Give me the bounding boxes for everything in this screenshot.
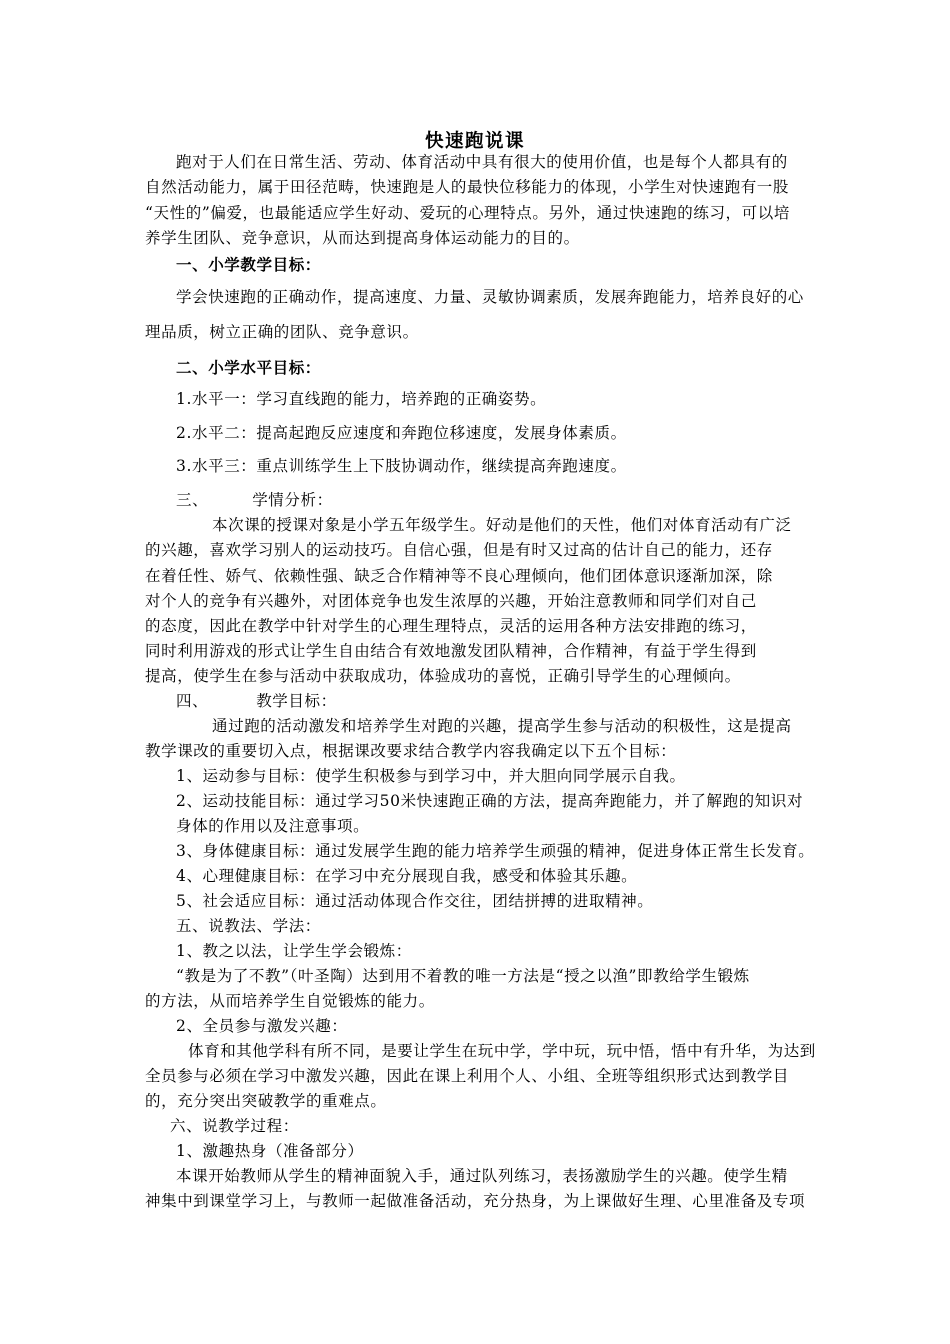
method-1-line-2: 的方法，从而培养学生自觉锻炼的能力。 [145, 992, 435, 1010]
section-4-number: 四、 [176, 692, 209, 710]
objectives-line-1: 通过跑的活动激发和培养学生对跑的兴趣，提高学生参与活动的积极性，这是提高 [212, 717, 792, 735]
objective-item-4: 4、心理健康目标：在学习中充分展现自我，感受和体验其乐趣。 [176, 867, 638, 885]
analysis-line-3: 在着任性、娇气、依赖性强、缺乏合作精神等不良心理倾向，他们团体意识逐渐加深，除 [145, 567, 773, 585]
section-6-heading: 六、说教学过程： [170, 1117, 299, 1135]
analysis-line-7: 提高，使学生在参与活动中获取成功，体验成功的喜悦，正确引导学生的心理倾向。 [145, 667, 741, 685]
level-item-3: 3.水平三：重点训练学生上下肢协调动作，继续提高奔跑速度。 [176, 457, 627, 475]
intro-line-2: 自然活动能力，属于田径范畴，快速跑是人的最快位移能力的体现，小学生对快速跑有一股 [145, 178, 790, 196]
method-1-title: 1、教之以法，让学生学会锻炼： [176, 942, 412, 960]
section-1-heading: 一、小学教学目标： [176, 255, 321, 274]
process-1-line-2: 神集中到课堂学习上，与教师一起做准备活动，充分热身，为上课做好生理、心里准备及专项 [145, 1192, 806, 1210]
document-title: 快速跑说课 [424, 131, 525, 152]
analysis-line-6: 同时利用游戏的形式让学生自由结合有效地激发团队精神，合作精神，有益于学生得到 [145, 642, 757, 660]
objective-item-2: 2、运动技能目标：通过学习50米快速跑正确的方法，提高奔跑能力，并了解跑的知识对 [176, 792, 804, 810]
section-3-title: 学情分析： [252, 491, 333, 509]
intro-line-1: 跑对于人们在日常生活、劳动、体育活动中具有很大的使用价值，也是每个人都具有的 [176, 153, 788, 171]
section-2-heading: 二、小学水平目标： [176, 358, 321, 377]
objective-item-2-cont: 身体的作用以及注意事项。 [176, 817, 370, 835]
analysis-line-4: 对个人的竞争有兴趣外，对团体竞争也发生浓厚的兴趣，开始注意教师和同学们对自己 [145, 592, 757, 610]
intro-line-3: “天性的”偏爱，也最能适应学生好动、爱玩的心理特点。另外，通过快速跑的练习，可以培 [145, 204, 790, 222]
objective-item-3: 3、身体健康目标：通过发展学生跑的能力培养学生顽强的精神，促进身体正常生长发育。 [176, 842, 815, 860]
section-3-heading [0, 490, 950, 510]
section-4-title: 教学目标： [256, 692, 337, 710]
analysis-line-5: 的态度，因此在教学中针对学生的心理生理特点，灵活的运用各种方法安排跑的练习， [145, 617, 757, 635]
section-1-line-2: 理品质，树立正确的团队、竞争意识。 [145, 323, 419, 341]
objective-item-5: 5、社会适应目标：通过活动体现合作交往，团结拼搏的进取精神。 [176, 892, 654, 910]
method-2-line-2: 全员参与必须在学习中激发兴趣，因此在课上利用个人、小组、全班等组织形式达到教学目 [145, 1067, 790, 1085]
process-1-title: 1、激趣热身（准备部分） [176, 1142, 364, 1160]
method-2-line-3: 的，充分突出突破教学的重难点。 [145, 1092, 387, 1110]
section-5-heading: 五、说教法、学法： [176, 917, 321, 935]
intro-line-4: 养学生团队、竞争意识，从而达到提高身体运动能力的目的。 [145, 229, 580, 247]
method-2-line-1: 体育和其他学科有所不同，是要让学生在玩中学，学中玩，玩中悟，悟中有升华，为达到 [188, 1042, 816, 1060]
objectives-line-2: 教学课改的重要切入点，根据课改要求结合教学内容我确定以下五个目标： [145, 742, 677, 760]
section-4-heading [0, 691, 950, 711]
method-1-line-1: “教是为了不教”（叶圣陶）达到用不着教的唯一方法是“授之以渔”即教给学生锻炼 [176, 967, 750, 985]
objective-item-1: 1、运动参与目标：使学生积极参与到学习中，并大胆向同学展示自我。 [176, 767, 686, 785]
analysis-line-2: 的兴趣，喜欢学习别人的运动技巧。自信心强，但是有时又过高的估计自己的能力，还存 [145, 541, 773, 559]
section-1-line-1: 学会快速跑的正确动作，提高速度、力量、灵敏协调素质，发展奔跑能力，培养良好的心 [176, 288, 804, 306]
process-1-line-1: 本课开始教师从学生的精神面貌入手，通过队列练习，表扬激励学生的兴趣。使学生精 [176, 1167, 788, 1185]
level-item-2: 2.水平二：提高起跑反应速度和奔跑位移速度，发展身体素质。 [176, 424, 627, 442]
method-2-title: 2、全员参与激发兴趣： [176, 1017, 348, 1035]
analysis-line-1: 本次课的授课对象是小学五年级学生。好动是他们的天性，他们对体育活动有广泛 [212, 516, 792, 534]
section-3-number: 三、 [176, 491, 209, 509]
level-item-1: 1.水平一：学习直线跑的能力，培养跑的正确姿势。 [176, 390, 547, 408]
